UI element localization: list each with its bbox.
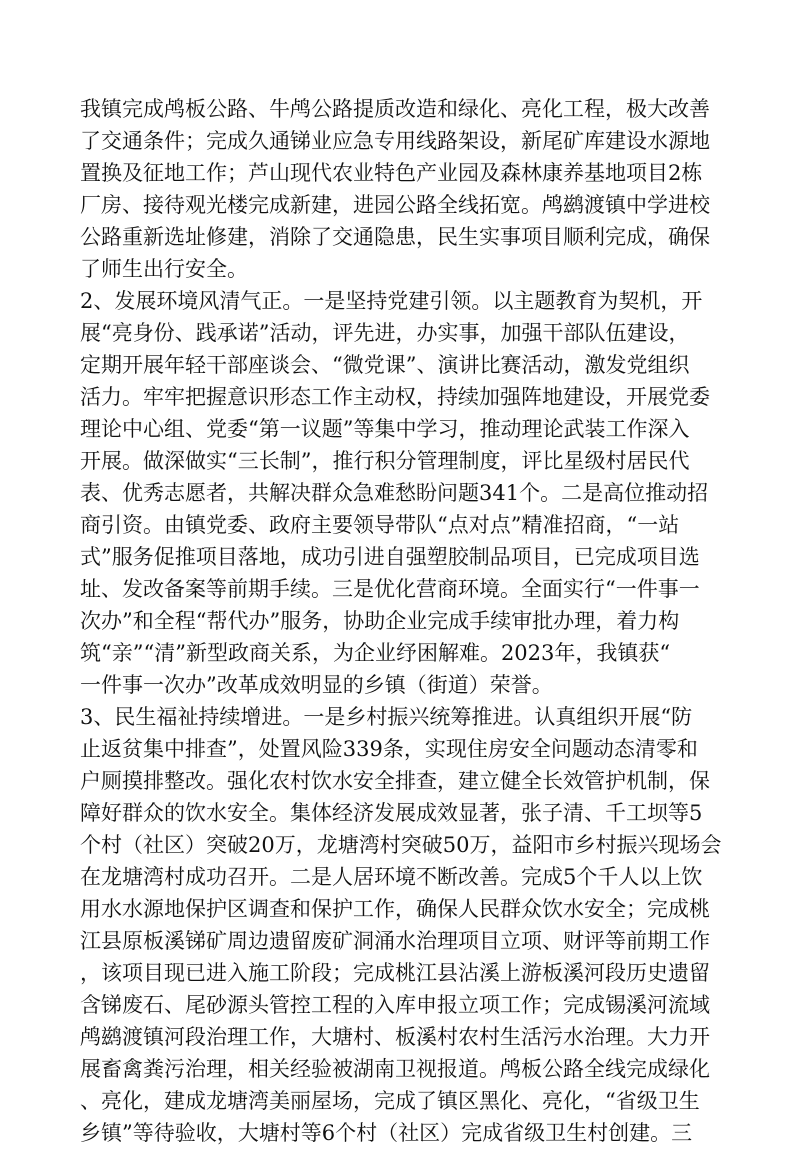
- text-line: 一件事一次办”改革成效明显的乡镇（街道）荣誉。: [80, 673, 553, 697]
- text-line: 商引资。由镇党委、政府主要领导带队“点对点”精准招商，“一站: [80, 513, 680, 537]
- section-2-heading-line: 2、发展环境风清气正。一是坚持党建引领。以主题教育为契机，开: [80, 289, 703, 313]
- text-line: 置换及征地工作；芦山现代农业特色产业园及森林康养基地项目2栋: [80, 161, 703, 185]
- text-line: 我镇完成鸬板公路、牛鸬公路提质改造和绿化、亮化工程，极大改善: [80, 97, 710, 121]
- text-line: 筑“亲”“清”新型政商关系，为企业纾困解难。2023年，我镇获“: [80, 641, 671, 665]
- text-line: 理论中心组、党委“第一议题”等集中学习，推动理论武装工作深入: [80, 417, 690, 441]
- text-line: 表、优秀志愿者，共解决群众急难愁盼问题341个。二是高位推动招: [80, 481, 709, 505]
- text-line: 个村（社区）突破20万，龙塘湾村突破50万，益阳市乡村振兴现场会: [80, 833, 722, 857]
- text-line: 含锑废石、尾砂源头管控工程的入库申报立项工作；完成锡溪河流域: [80, 993, 710, 1017]
- text-line: 址、发改备案等前期手续。三是优化营商环境。全面实行“一件事一: [80, 577, 700, 601]
- text-line: 江县原板溪锑矿周边遗留废矿洞涌水治理项目立项、财评等前期工作: [80, 929, 710, 953]
- document-body: [80, 93, 720, 1149]
- text-line: 次办”和全程“帮代办”服务，协助企业完成手续审批办理，着力构: [80, 609, 680, 633]
- text-line: 户厕摸排整改。强化农村饮水安全排查，建立健全长效管护机制，保: [80, 769, 710, 793]
- text-line: 了师生出行安全。: [80, 257, 248, 281]
- text-line: 开展。做深做实“三长制”，推行积分管理制度，评比星级村居民代: [80, 449, 690, 473]
- text-line: 活力。牢牢把握意识形态工作主动权，持续加强阵地建设，开展党委: [80, 385, 710, 409]
- section-3-heading-line: 3、民生福祉持续增进。一是乡村振兴统筹推进。认真组织开展“防: [80, 705, 693, 729]
- text-line: 用水水源地保护区调查和保护工作，确保人民群众饮水安全；完成桃: [80, 897, 710, 921]
- text-line: 式”服务促推项目落地，成功引进自强塑胶制品项目，已完成项目选: [80, 545, 700, 569]
- text-line: 公路重新选址修建，消除了交通隐患，民生实事项目顺利完成，确保: [80, 225, 710, 249]
- text-line: 定期开展年轻干部座谈会、“微党课”、演讲比赛活动，激发党组织: [80, 353, 690, 377]
- text-line: 了交通条件；完成久通锑业应急专用线路架设，新尾矿库建设水源地: [80, 129, 710, 153]
- text-line: 厂房、接待观光楼完成新建，进园公路全线拓宽。鸬鹚渡镇中学进校: [80, 193, 710, 217]
- text-line: 展“亮身份、践承诺”活动，评先进，办实事，加强干部队伍建设，: [80, 321, 690, 345]
- text-line: ，该项目现已进入施工阶段；完成桃江县沾溪上游板溪河段历史遗留: [80, 961, 710, 985]
- text-line: 、亮化，建成龙塘湾美丽屋场，完成了镇区黑化、亮化，“省级卫生: [80, 1089, 700, 1113]
- text-line: 止返贫集中排查”，处置风险339条，实现住房安全问题动态清零和: [80, 737, 698, 761]
- text-line: 乡镇”等待验收，大塘村等6个村（社区）完成省级卫生村创建。三: [80, 1121, 693, 1145]
- text-line: 鸬鹚渡镇河段治理工作，大塘村、板溪村农村生活污水治理。大力开: [80, 1025, 710, 1049]
- text-line: 在龙塘湾村成功召开。二是人居环境不断改善。完成5个千人以上饮: [80, 865, 703, 889]
- text-line: 障好群众的饮水安全。集体经济发展成效显著，张子清、千工坝等5: [80, 801, 703, 825]
- text-line: 展畜禽粪污治理，相关经验被湖南卫视报道。鸬板公路全线完成绿化: [80, 1057, 710, 1081]
